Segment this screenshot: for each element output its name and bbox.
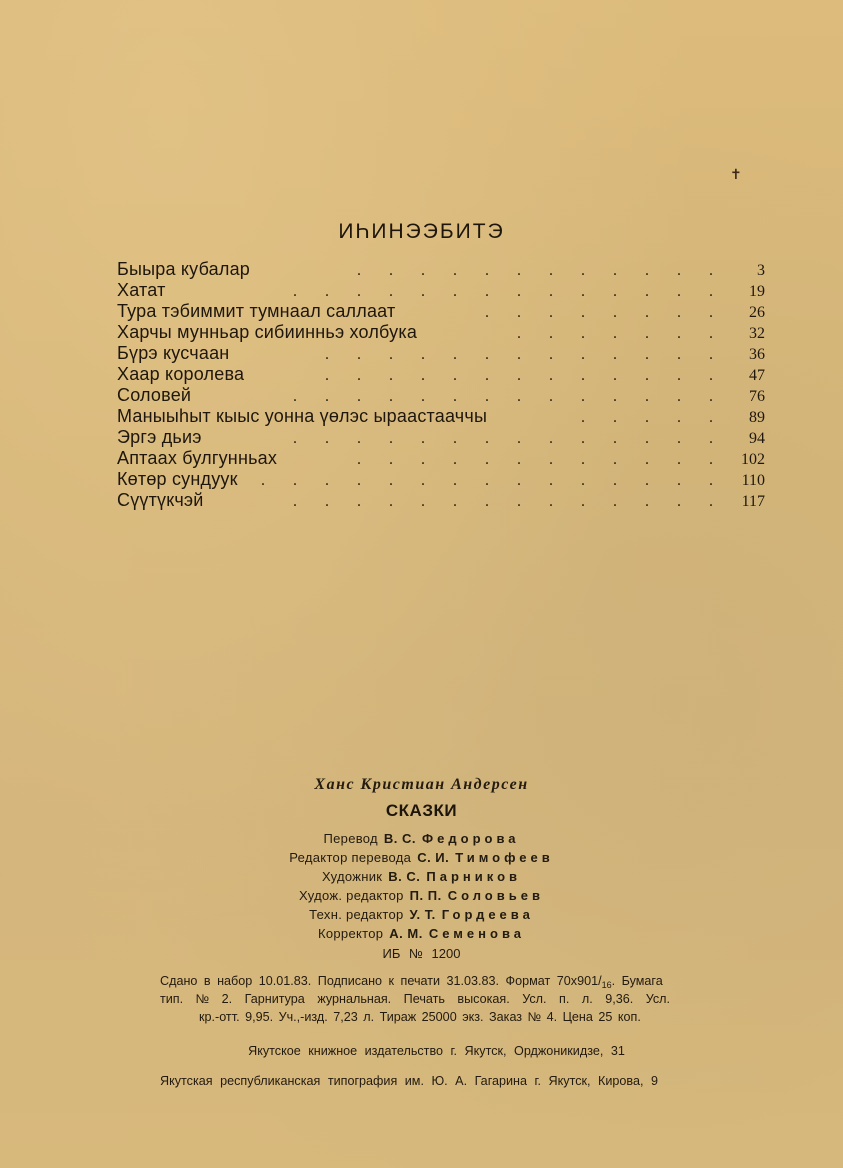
toc-entry-title: Аптаах булгунньах [117,448,278,468]
toc-dot-leader: . . . . . . . . . . . . . . . [261,472,725,489]
toc-dot-leader: . . . . . . . . . . . . . . [293,430,725,447]
credit-line [0,867,843,886]
credit-line [0,886,843,905]
toc-entry-page: 110 [741,472,765,489]
credit-name: Соловьев [447,888,544,903]
credit-name: Гордеева [441,907,534,922]
toc-entry-page: 76 [749,388,765,405]
credit-initials: В. С. [383,831,417,846]
toc-entry-page: 26 [749,304,765,321]
credit-initials: С. И. [417,850,450,865]
publisher-line: Якутское книжное издательство г. Якутск, Орджоникидзе, 31 [248,1044,625,1058]
toc-entry [117,448,765,469]
imprint-line-3: кр.-отт. 9,95. Уч.,-изд. 7,23 л. Тираж 25000 экз. Заказ № 4. Цена 25 коп. [199,1010,641,1024]
credit-initials: П. П. [409,888,442,903]
toc-entry [117,301,765,322]
toc-entry-title: Хатат [117,280,166,300]
toc-entry [117,322,765,343]
toc-entry-title: Маныыһыт кыыс уонна үөлэс ыраастааччы [117,406,488,426]
toc-entry-page: 19 [749,283,765,300]
ink-mark: ✝ [730,166,742,182]
ib-number: ИБ № 1200 [382,946,461,961]
credit-role: Корректор [318,926,384,941]
imprint-line-1 [160,972,790,990]
toc-entry-title: Соловей [117,385,192,405]
toc-dot-leader: . . . . . . . . . . . . . . [293,388,725,405]
format-subscript: 16 [601,980,612,990]
toc-entry [117,385,765,406]
toc-dot-leader: . . . . . . . . [485,304,725,321]
table-of-contents [117,259,765,511]
toc-entry-title: Быыра кубалар [117,259,251,279]
toc-title: ИҺИНЭЭБИТЭ [338,220,505,243]
credit-role: Техн. редактор [309,907,404,922]
book-title: СКАЗКИ [385,801,458,820]
imprint-line-1-text: Сдано в набор 10.01.83. Подписано к печати 31.03.83. Формат 70х901/ [160,974,602,988]
credit-line [0,848,843,867]
credit-role: Художник [321,869,383,884]
toc-entry-title: Сүүтүкчэй [117,490,204,510]
credit-role: Редактор перевода [289,850,412,865]
toc-entry-title: Харчы мунньар сибиинньэ холбука [117,322,418,342]
credit-role: Перевод [323,831,378,846]
toc-entry [117,406,765,427]
toc-dot-leader: . . . . . [581,409,725,426]
toc-entry-title: Көтөр сундуук [117,469,238,489]
toc-entry-page: 117 [741,493,765,510]
imprint-block [160,972,790,1026]
toc-dot-leader: . . . . . . . . . . . . . . [293,493,725,510]
toc-entry [117,490,765,511]
credit-line [0,924,843,943]
toc-dot-leader: . . . . . . . . . . . . [357,262,725,279]
credit-line [0,905,843,924]
toc-entry-page: 3 [757,262,765,279]
credit-role: Худож. редактор [299,888,404,903]
toc-dot-leader: . . . . . . . . . . . . . . [293,283,725,300]
toc-dot-leader: . . . . . . . . . . . . . [325,346,725,363]
credit-name: Парников [426,869,522,884]
credit-initials: В. С. [388,869,421,884]
toc-entry-title: Хаар королева [117,364,245,384]
toc-entry [117,469,765,490]
credit-name: Федорова [422,831,520,846]
toc-entry-page: 36 [749,346,765,363]
printer-line: Якутская республиканская типография им. Ю. А. Гагарина г. Якутск, Кирова, 9 [160,1074,658,1088]
toc-entry-title: Эргэ дьиэ [117,427,202,447]
toc-entry-title: Тура тэбиммит тумнаал саллаат [117,301,396,321]
toc-entry [117,259,765,280]
imprint-line-2: тип. № 2. Гарнитура журнальная. Печать высокая. Усл. п. л. 9,36. Усл. [160,992,671,1006]
toc-entry-page: 94 [749,430,765,447]
toc-dot-leader: . . . . . . . [517,325,725,342]
credit-name: Семенова [428,926,525,941]
toc-entry-page: 32 [749,325,765,342]
author-name: Ханс Кристиан Андерсен [314,776,529,793]
credits-list [0,829,843,943]
credit-initials: У. Т. [409,907,436,922]
toc-entry-page: 102 [741,451,765,468]
toc-entry [117,280,765,301]
toc-dot-leader: . . . . . . . . . . . . . [325,367,725,384]
imprint-line-1-tail: . Бумага [611,974,663,988]
toc-entry-page: 89 [749,409,765,426]
credit-initials: А. М. [389,926,423,941]
toc-entry [117,343,765,364]
toc-entry-page: 47 [749,367,765,384]
toc-entry [117,427,765,448]
credit-name: Тимофеев [455,850,554,865]
toc-dot-leader: . . . . . . . . . . . . [357,451,725,468]
credit-line [0,829,843,848]
toc-entry [117,364,765,385]
toc-entry-title: Бүрэ кусчаан [117,343,230,363]
